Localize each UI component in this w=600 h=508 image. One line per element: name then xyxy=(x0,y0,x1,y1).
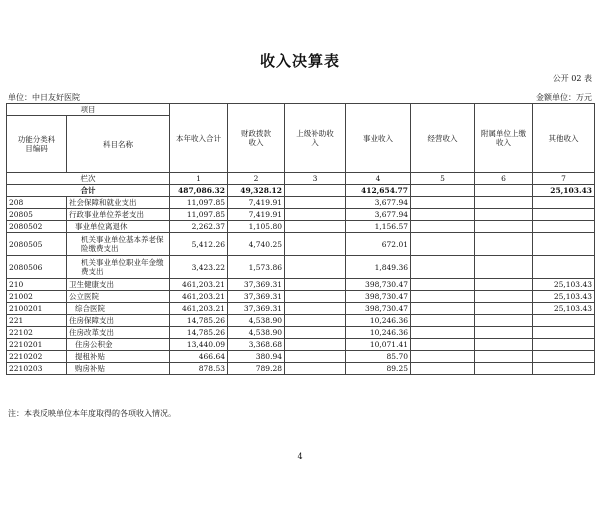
subject-name: 综合医院 xyxy=(67,303,170,315)
amount-cell xyxy=(411,291,475,303)
amount-cell: 2,262.37 xyxy=(170,221,228,233)
function-code: 2100201 xyxy=(7,303,67,315)
amount-cell xyxy=(533,233,595,256)
amount-cell: 4,740.25 xyxy=(228,233,285,256)
function-code: 2080502 xyxy=(7,221,67,233)
header-upper-subsidy: 上级补助收入 xyxy=(285,104,346,173)
subject-name: 机关事业单位职业年金缴费支出 xyxy=(67,256,170,279)
amount-cell xyxy=(285,221,346,233)
amount-cell: 25,103.43 xyxy=(533,291,595,303)
amount-cell xyxy=(533,197,595,209)
amount-cell: 461,203.21 xyxy=(170,279,228,291)
amount-cell xyxy=(285,279,346,291)
subject-name: 事业单位离退休 xyxy=(67,221,170,233)
amount-cell xyxy=(285,233,346,256)
table-row xyxy=(7,327,595,339)
subject-name: 卫生健康支出 xyxy=(67,279,170,291)
amount-cell: 14,785.26 xyxy=(170,327,228,339)
amount-cell xyxy=(475,221,533,233)
subject-name: 购房补贴 xyxy=(67,363,170,375)
column-number: 2 xyxy=(228,173,285,185)
amount-cell: 10,246.36 xyxy=(346,327,411,339)
amount-cell xyxy=(533,363,595,375)
column-number: 1 xyxy=(170,173,228,185)
column-number: 3 xyxy=(285,173,346,185)
function-code: 2080506 xyxy=(7,256,67,279)
amount-cell xyxy=(411,351,475,363)
column-number: 6 xyxy=(475,173,533,185)
function-code: 2210202 xyxy=(7,351,67,363)
amount-cell xyxy=(411,315,475,327)
amount-cell xyxy=(411,327,475,339)
amount-cell: 3,677.94 xyxy=(346,197,411,209)
column-number-label: 栏次 xyxy=(7,173,170,185)
amount-cell: 10,246.36 xyxy=(346,315,411,327)
table-row xyxy=(7,291,595,303)
total-value xyxy=(411,185,475,197)
amount-cell xyxy=(285,197,346,209)
amount-cell xyxy=(411,363,475,375)
table-note: 注：本表反映单位本年度取得的各项收入情况。 xyxy=(8,409,176,418)
amount-cell: 380.94 xyxy=(228,351,285,363)
amount-cell: 25,103.43 xyxy=(533,303,595,315)
total-row xyxy=(7,185,595,197)
amount-cell xyxy=(411,279,475,291)
amount-cell: 11,097.85 xyxy=(170,197,228,209)
amount-cell: 25,103.43 xyxy=(533,279,595,291)
subject-name: 行政事业单位养老支出 xyxy=(67,209,170,221)
amount-cell xyxy=(475,279,533,291)
table-row xyxy=(7,363,595,375)
amount-cell xyxy=(533,315,595,327)
amount-cell xyxy=(411,233,475,256)
function-code: 210 xyxy=(7,279,67,291)
subject-name: 住房公积金 xyxy=(67,339,170,351)
amount-unit-label: 金额单位：万元 xyxy=(536,93,592,102)
header-func-code: 功能分类科目编码 xyxy=(7,116,67,173)
header-fiscal: 财政拨款收入 xyxy=(228,104,285,173)
form-code: 公开 02 表 xyxy=(552,74,592,83)
amount-cell: 7,419.91 xyxy=(228,197,285,209)
table-row xyxy=(7,315,595,327)
table-row xyxy=(7,339,595,351)
unit-label: 单位：中日友好医院 xyxy=(8,93,80,102)
function-code: 2080505 xyxy=(7,233,67,256)
header-affiliated: 附属单位上缴收入 xyxy=(475,104,533,173)
amount-cell xyxy=(411,339,475,351)
amount-cell: 789.28 xyxy=(228,363,285,375)
function-code: 2210201 xyxy=(7,339,67,351)
subject-name: 住房保障支出 xyxy=(67,315,170,327)
subject-name: 社会保障和就业支出 xyxy=(67,197,170,209)
amount-cell xyxy=(285,339,346,351)
amount-cell: 13,440.09 xyxy=(170,339,228,351)
amount-cell xyxy=(475,197,533,209)
table-row xyxy=(7,256,595,279)
amount-cell xyxy=(285,256,346,279)
subject-name: 公立医院 xyxy=(67,291,170,303)
amount-cell xyxy=(285,291,346,303)
total-label: 合计 xyxy=(7,185,170,197)
amount-cell xyxy=(285,315,346,327)
amount-cell: 7,419.91 xyxy=(228,209,285,221)
report-title: 收入决算表 xyxy=(259,52,340,70)
amount-cell xyxy=(411,303,475,315)
amount-cell xyxy=(533,221,595,233)
amount-cell: 37,369.31 xyxy=(228,279,285,291)
amount-cell: 878.53 xyxy=(170,363,228,375)
amount-cell xyxy=(475,209,533,221)
table-row xyxy=(7,197,595,209)
header-business: 事业收入 xyxy=(346,104,411,173)
function-code: 2210203 xyxy=(7,363,67,375)
amount-cell xyxy=(285,351,346,363)
amount-cell xyxy=(533,339,595,351)
amount-cell xyxy=(411,256,475,279)
amount-cell: 461,203.21 xyxy=(170,291,228,303)
amount-cell xyxy=(411,197,475,209)
amount-cell: 89.25 xyxy=(346,363,411,375)
header-item: 项目 xyxy=(7,104,170,116)
amount-cell: 672.01 xyxy=(346,233,411,256)
amount-cell: 10,071.41 xyxy=(346,339,411,351)
amount-cell xyxy=(475,303,533,315)
column-number-row xyxy=(7,173,595,185)
amount-cell: 37,369.31 xyxy=(228,291,285,303)
amount-cell xyxy=(475,233,533,256)
table-row xyxy=(7,233,595,256)
amount-cell: 398,730.47 xyxy=(346,303,411,315)
column-number: 7 xyxy=(533,173,595,185)
amount-cell xyxy=(411,221,475,233)
column-number: 4 xyxy=(346,173,411,185)
function-code: 221 xyxy=(7,315,67,327)
page-number: 4 xyxy=(297,452,303,461)
amount-cell xyxy=(533,209,595,221)
table-row xyxy=(7,303,595,315)
amount-cell xyxy=(475,256,533,279)
amount-cell xyxy=(533,327,595,339)
amount-cell: 1,105.80 xyxy=(228,221,285,233)
amount-cell: 3,423.22 xyxy=(170,256,228,279)
amount-cell: 1,849.36 xyxy=(346,256,411,279)
header-operating: 经营收入 xyxy=(411,104,475,173)
column-number: 5 xyxy=(411,173,475,185)
subject-name: 住房改革支出 xyxy=(67,327,170,339)
amount-cell xyxy=(411,209,475,221)
amount-cell xyxy=(285,363,346,375)
amount-cell: 466.64 xyxy=(170,351,228,363)
function-code: 20805 xyxy=(7,209,67,221)
amount-cell xyxy=(475,315,533,327)
amount-cell xyxy=(285,303,346,315)
amount-cell xyxy=(533,256,595,279)
amount-cell: 398,730.47 xyxy=(346,291,411,303)
amount-cell: 4,538.90 xyxy=(228,315,285,327)
amount-cell xyxy=(475,327,533,339)
subject-name: 机关事业单位基本养老保险缴费支出 xyxy=(67,233,170,256)
amount-cell xyxy=(475,291,533,303)
amount-cell xyxy=(475,363,533,375)
amount-cell: 37,369.31 xyxy=(228,303,285,315)
total-value: 487,086.32 xyxy=(170,185,228,197)
total-value xyxy=(285,185,346,197)
amount-cell: 461,203.21 xyxy=(170,303,228,315)
amount-cell: 1,573.86 xyxy=(228,256,285,279)
total-value: 412,654.77 xyxy=(346,185,411,197)
function-code: 208 xyxy=(7,197,67,209)
amount-cell: 14,785.26 xyxy=(170,315,228,327)
total-value: 49,328.12 xyxy=(228,185,285,197)
header-subject-name: 科目名称 xyxy=(67,116,170,173)
amount-cell: 3,368.68 xyxy=(228,339,285,351)
amount-cell xyxy=(285,327,346,339)
function-code: 22102 xyxy=(7,327,67,339)
header-other: 其他收入 xyxy=(533,104,595,173)
table-row xyxy=(7,209,595,221)
amount-cell xyxy=(475,351,533,363)
function-code: 21002 xyxy=(7,291,67,303)
amount-cell: 5,412.26 xyxy=(170,233,228,256)
table-row xyxy=(7,351,595,363)
table-row xyxy=(7,221,595,233)
total-value xyxy=(475,185,533,197)
amount-cell: 1,156.57 xyxy=(346,221,411,233)
subject-name: 提租补贴 xyxy=(67,351,170,363)
total-value: 25,103.43 xyxy=(533,185,595,197)
amount-cell: 11,097.85 xyxy=(170,209,228,221)
income-table xyxy=(6,103,595,375)
header-row-item xyxy=(7,104,595,116)
amount-cell xyxy=(475,339,533,351)
amount-cell: 3,677.94 xyxy=(346,209,411,221)
amount-cell: 398,730.47 xyxy=(346,279,411,291)
table-row xyxy=(7,279,595,291)
amount-cell: 85.70 xyxy=(346,351,411,363)
amount-cell xyxy=(285,209,346,221)
amount-cell: 4,538.90 xyxy=(228,327,285,339)
header-total-income: 本年收入合计 xyxy=(170,104,228,173)
amount-cell xyxy=(533,351,595,363)
